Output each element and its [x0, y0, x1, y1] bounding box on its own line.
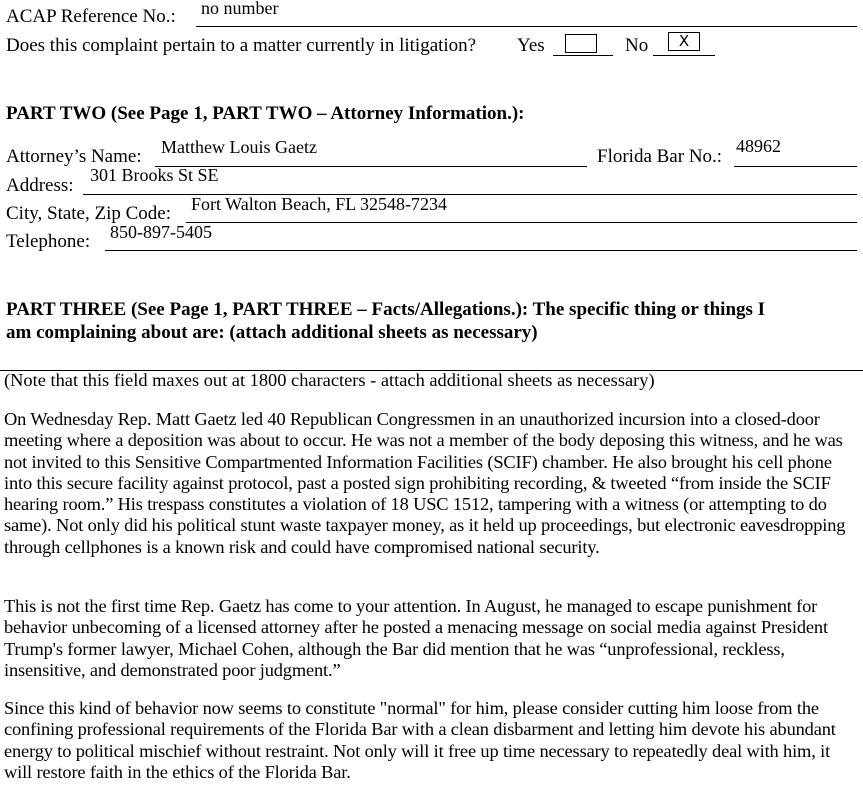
- litigation-no-label: No: [625, 35, 649, 56]
- acap-reference-value[interactable]: no number: [201, 0, 279, 18]
- address-label: Address:: [6, 175, 74, 196]
- facts-paragraph-3: Since this kind of behavior now seems to constitute "normal" for him, please consider cutting him loose from the confining professional requirements of the Florida Bar with a clean disbarment and letting him devote his abundant energy to political mischief without restraint. Not only will it free up time necessary to repeatedly deal with him, it will restore faith in the ethics of the Florida Bar.: [4, 698, 836, 782]
- part-two-heading: PART TWO (See Page 1, PART TWO – Attorney Information.):: [6, 103, 525, 124]
- facts-paragraph-2: This is not the first time Rep. Gaetz has come to your attention. In August, he managed to escape punishment for behavior unbecoming of a licensed attorney after he posted a menacing message on social media against President Trump's former lawyer, Michael Cohen, although the Bar did mention that he was “unprofessional, reckless, insensitive, and demonstrated poor judgment.”: [4, 596, 828, 680]
- attorney-name-value[interactable]: Matthew Louis Gaetz: [161, 137, 317, 157]
- facts-paragraph-1: On Wednesday Rep. Matt Gaetz led 40 Republican Congressmen in an unauthorized incursion into a closed-door meeting where a deposition was about to occur. He was not a member of the body deposing this witness, and he was not invited to this Sensitive Compartmented Information Facilities (SCIF) chamber. He also brought his cell phone into this secure facility against protocol, past a posted sign prohibiting recording, & tweeted “from inside the SCIF hearing room.” His trespass constitutes a violation of 18 USC 1512, tampering with a witness (or attempting to do same). Not only did his political stunt waste taxpayer money, as it held up proceedings, but electronic eavesdropping through cellphones is a known risk and could have compromised national security.: [4, 409, 846, 557]
- florida-bar-no-underline: [734, 166, 857, 167]
- yes-underline: [553, 55, 613, 56]
- checkbox-x-mark: X: [678, 32, 690, 50]
- attorney-name-label: Attorney’s Name:: [6, 146, 142, 167]
- florida-bar-no-value[interactable]: 48962: [736, 136, 781, 156]
- character-limit-note: (Note that this field maxes out at 1800 characters - attach additional sheets as necessary): [4, 370, 655, 390]
- litigation-question: Does this complaint pertain to a matter currently in litigation?: [6, 35, 477, 56]
- acap-reference-label: ACAP Reference No.:: [6, 6, 176, 27]
- litigation-yes-checkbox[interactable]: [565, 34, 597, 53]
- city-state-zip-underline: [186, 222, 857, 223]
- telephone-label: Telephone:: [6, 231, 91, 252]
- address-value[interactable]: 301 Brooks St SE: [90, 165, 219, 185]
- litigation-no-checkbox[interactable]: [668, 32, 700, 51]
- part-three-heading-line1: PART THREE (See Page 1, PART THREE – Facts/Allegations.): The specific thing or things I: [6, 299, 766, 320]
- acap-reference-underline: [196, 26, 857, 27]
- litigation-yes-label: Yes: [517, 35, 545, 56]
- part-three-heading-line2: am complaining about are: (attach additional sheets as necessary): [6, 322, 538, 343]
- city-state-zip-value[interactable]: Fort Walton Beach, FL 32548-7234: [191, 194, 448, 214]
- no-underline: [653, 55, 715, 56]
- telephone-value[interactable]: 850-897-5405: [110, 222, 212, 242]
- attorney-name-underline: [155, 166, 587, 167]
- florida-bar-no-label: Florida Bar No.:: [597, 146, 723, 167]
- telephone-underline: [105, 250, 857, 251]
- city-state-zip-label: City, State, Zip Code:: [6, 203, 172, 224]
